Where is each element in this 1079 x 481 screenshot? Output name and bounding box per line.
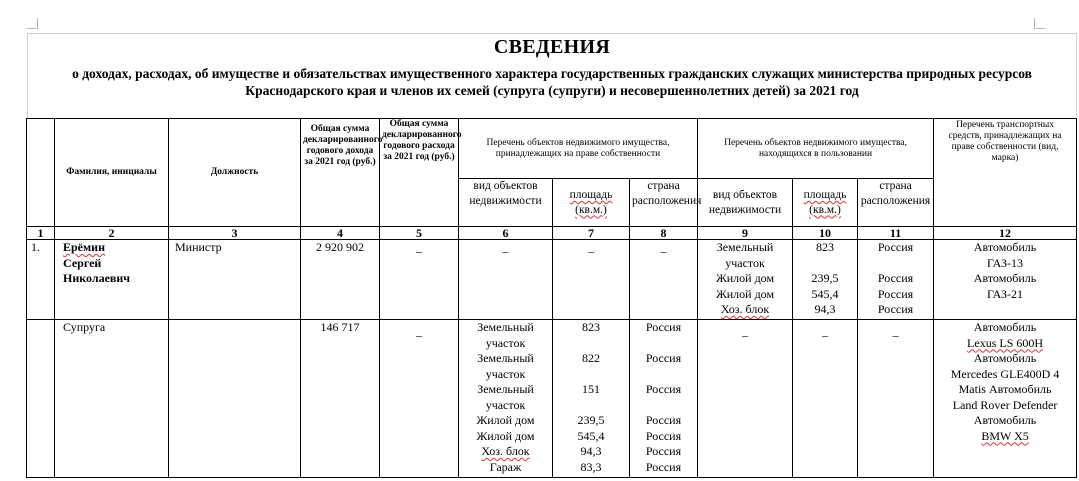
column-number: 6 (459, 227, 553, 240)
list-item: 239,5 (811, 271, 839, 285)
document-header (27, 33, 1077, 117)
list-item: Автомобиль (973, 240, 1037, 254)
column-number: 10 (793, 227, 858, 240)
row-number: 1. (27, 240, 55, 320)
person-name (55, 240, 169, 320)
column-number: 9 (698, 227, 793, 240)
table-row (27, 320, 1077, 478)
declaration-table (26, 118, 1077, 478)
used-areas (793, 240, 858, 320)
header-owned-type: вид объектов недвижимости (459, 179, 553, 227)
list-item: Жилой дом (715, 271, 775, 285)
owned-areas (553, 320, 630, 478)
column-number: 1 (27, 227, 55, 240)
header-owned-area: площадь (кв.м.) (553, 179, 630, 227)
list-item: ГАЗ-13 (987, 255, 1024, 270)
person-name: Супруга (55, 320, 169, 478)
column-number: 12 (934, 227, 1077, 240)
list-item: Россия (645, 413, 682, 427)
vehicles (934, 240, 1077, 320)
list-item: 94,3 (814, 302, 836, 316)
list-item: BMW X5 (981, 428, 1029, 443)
vehicles (934, 320, 1077, 478)
header-used-group: Перечень объектов недвижимого имущества, находящихся в пользовании (698, 119, 934, 179)
list-item: Жилой дом (715, 286, 775, 301)
list-item: Россия (877, 286, 914, 301)
income: 146 717 (301, 320, 380, 478)
list-item: 823 (816, 240, 835, 254)
patronymic: Николаевич (63, 271, 131, 285)
list-item: Земельный участок (477, 320, 534, 350)
list-item: Земельный участок (477, 382, 534, 412)
list-item: Россия (645, 444, 682, 458)
list-item: Matis Автомобиль (958, 382, 1052, 396)
owned-types (459, 320, 553, 478)
list-item: 823 (582, 320, 600, 334)
owned-countries: _ (630, 240, 698, 320)
header-name: Фамилия, инициалы (55, 119, 169, 227)
column-number: 3 (169, 227, 301, 240)
owned-countries (630, 320, 698, 478)
expense: _ (380, 240, 459, 320)
column-number: 8 (630, 227, 698, 240)
list-item: Земельный участок (716, 240, 774, 270)
column-number-row (27, 227, 1077, 240)
header-used-area: площадь (кв.м.) (793, 179, 858, 227)
list-item: ГАЗ-21 (987, 286, 1024, 301)
list-item: Хоз. блок (481, 444, 530, 458)
list-item: Россия (645, 351, 682, 365)
position: Министр (169, 240, 301, 320)
income: 2 920 902 (301, 240, 380, 320)
header-used-country: страна расположения (858, 179, 934, 227)
column-number: 7 (553, 227, 630, 240)
header-vehicles: Перечень транспортных средств, принадлежащих на праве собственности (вид, марка) (934, 119, 1077, 227)
used-countries (858, 240, 934, 320)
column-number: 5 (380, 227, 459, 240)
column-number: 11 (858, 227, 934, 240)
header-cell-num (27, 119, 55, 227)
list-item: Mercedes GLE400D 4 (950, 366, 1060, 381)
used-types (698, 240, 793, 320)
list-item: Хоз. блок (720, 302, 770, 316)
expense: _ (380, 320, 459, 478)
list-item: 83,3 (580, 459, 602, 474)
list-item: Жилой дом (476, 428, 535, 443)
list-item: Автомобиль (973, 413, 1037, 427)
used-areas: _ (793, 320, 858, 478)
page-corner-mark (1034, 18, 1045, 29)
list-item: Россия (877, 271, 914, 285)
header-position: Должность (169, 119, 301, 227)
header-expense: Общая сумма декларированного годового расхода за 2021 год (руб.) (380, 119, 459, 227)
list-item: Россия (645, 382, 682, 396)
row-number (27, 320, 55, 478)
list-item: Автомобиль (973, 351, 1037, 365)
document-title: СВЕДЕНИЯ (493, 36, 611, 58)
list-item: Автомобиль (973, 320, 1037, 334)
header-used-type: вид объектов недвижимости (698, 179, 793, 227)
used-countries: _ (858, 320, 934, 478)
document-subtitle: о доходах, расходах, об имуществе и обязательствах имущественного характера государственных гражданских служащих министерства природных ресурсов Краснодарского края и членов их семей (супруга (супруги) и несовершеннолетних детей) за 2021 год (72, 66, 1032, 98)
list-item: 151 (582, 382, 600, 396)
column-number: 2 (55, 227, 169, 240)
position (169, 320, 301, 478)
list-item: Россия (645, 428, 682, 443)
header-income: Общая сумма декларированного годового дохода за 2021 год (руб.) (301, 119, 380, 227)
owned-areas: _ (553, 240, 630, 320)
list-item: 94,3 (580, 444, 602, 458)
table-header-row (27, 119, 1077, 179)
list-item: 239,5 (577, 413, 605, 427)
list-item: Россия (877, 240, 914, 254)
list-item: Земельный участок (477, 351, 534, 381)
list-item: Россия (645, 320, 682, 334)
list-item: 822 (582, 351, 600, 365)
list-item: Россия (645, 459, 682, 474)
list-item: Жилой дом (476, 413, 535, 427)
header-owned-country: страна расположения (630, 179, 698, 227)
surname: Ерёмин (63, 240, 106, 254)
page-corner-mark (27, 18, 38, 29)
list-item: Lexus LS 600H (967, 335, 1044, 350)
first-name: Сергей (63, 255, 102, 270)
used-types: _ (698, 320, 793, 478)
list-item: Автомобиль (973, 271, 1037, 285)
list-item: Россия (877, 302, 914, 316)
column-number: 4 (301, 227, 380, 240)
list-item: Гараж (489, 459, 522, 474)
owned-types: _ (459, 240, 553, 320)
header-owned-group: Перечень объектов недвижимого имущества, принадлежащих на праве собственности (459, 119, 698, 179)
table-row (27, 240, 1077, 320)
list-item: Land Rover Defender (952, 397, 1058, 412)
list-item: 545,4 (577, 428, 605, 443)
list-item: 545,4 (811, 286, 839, 301)
